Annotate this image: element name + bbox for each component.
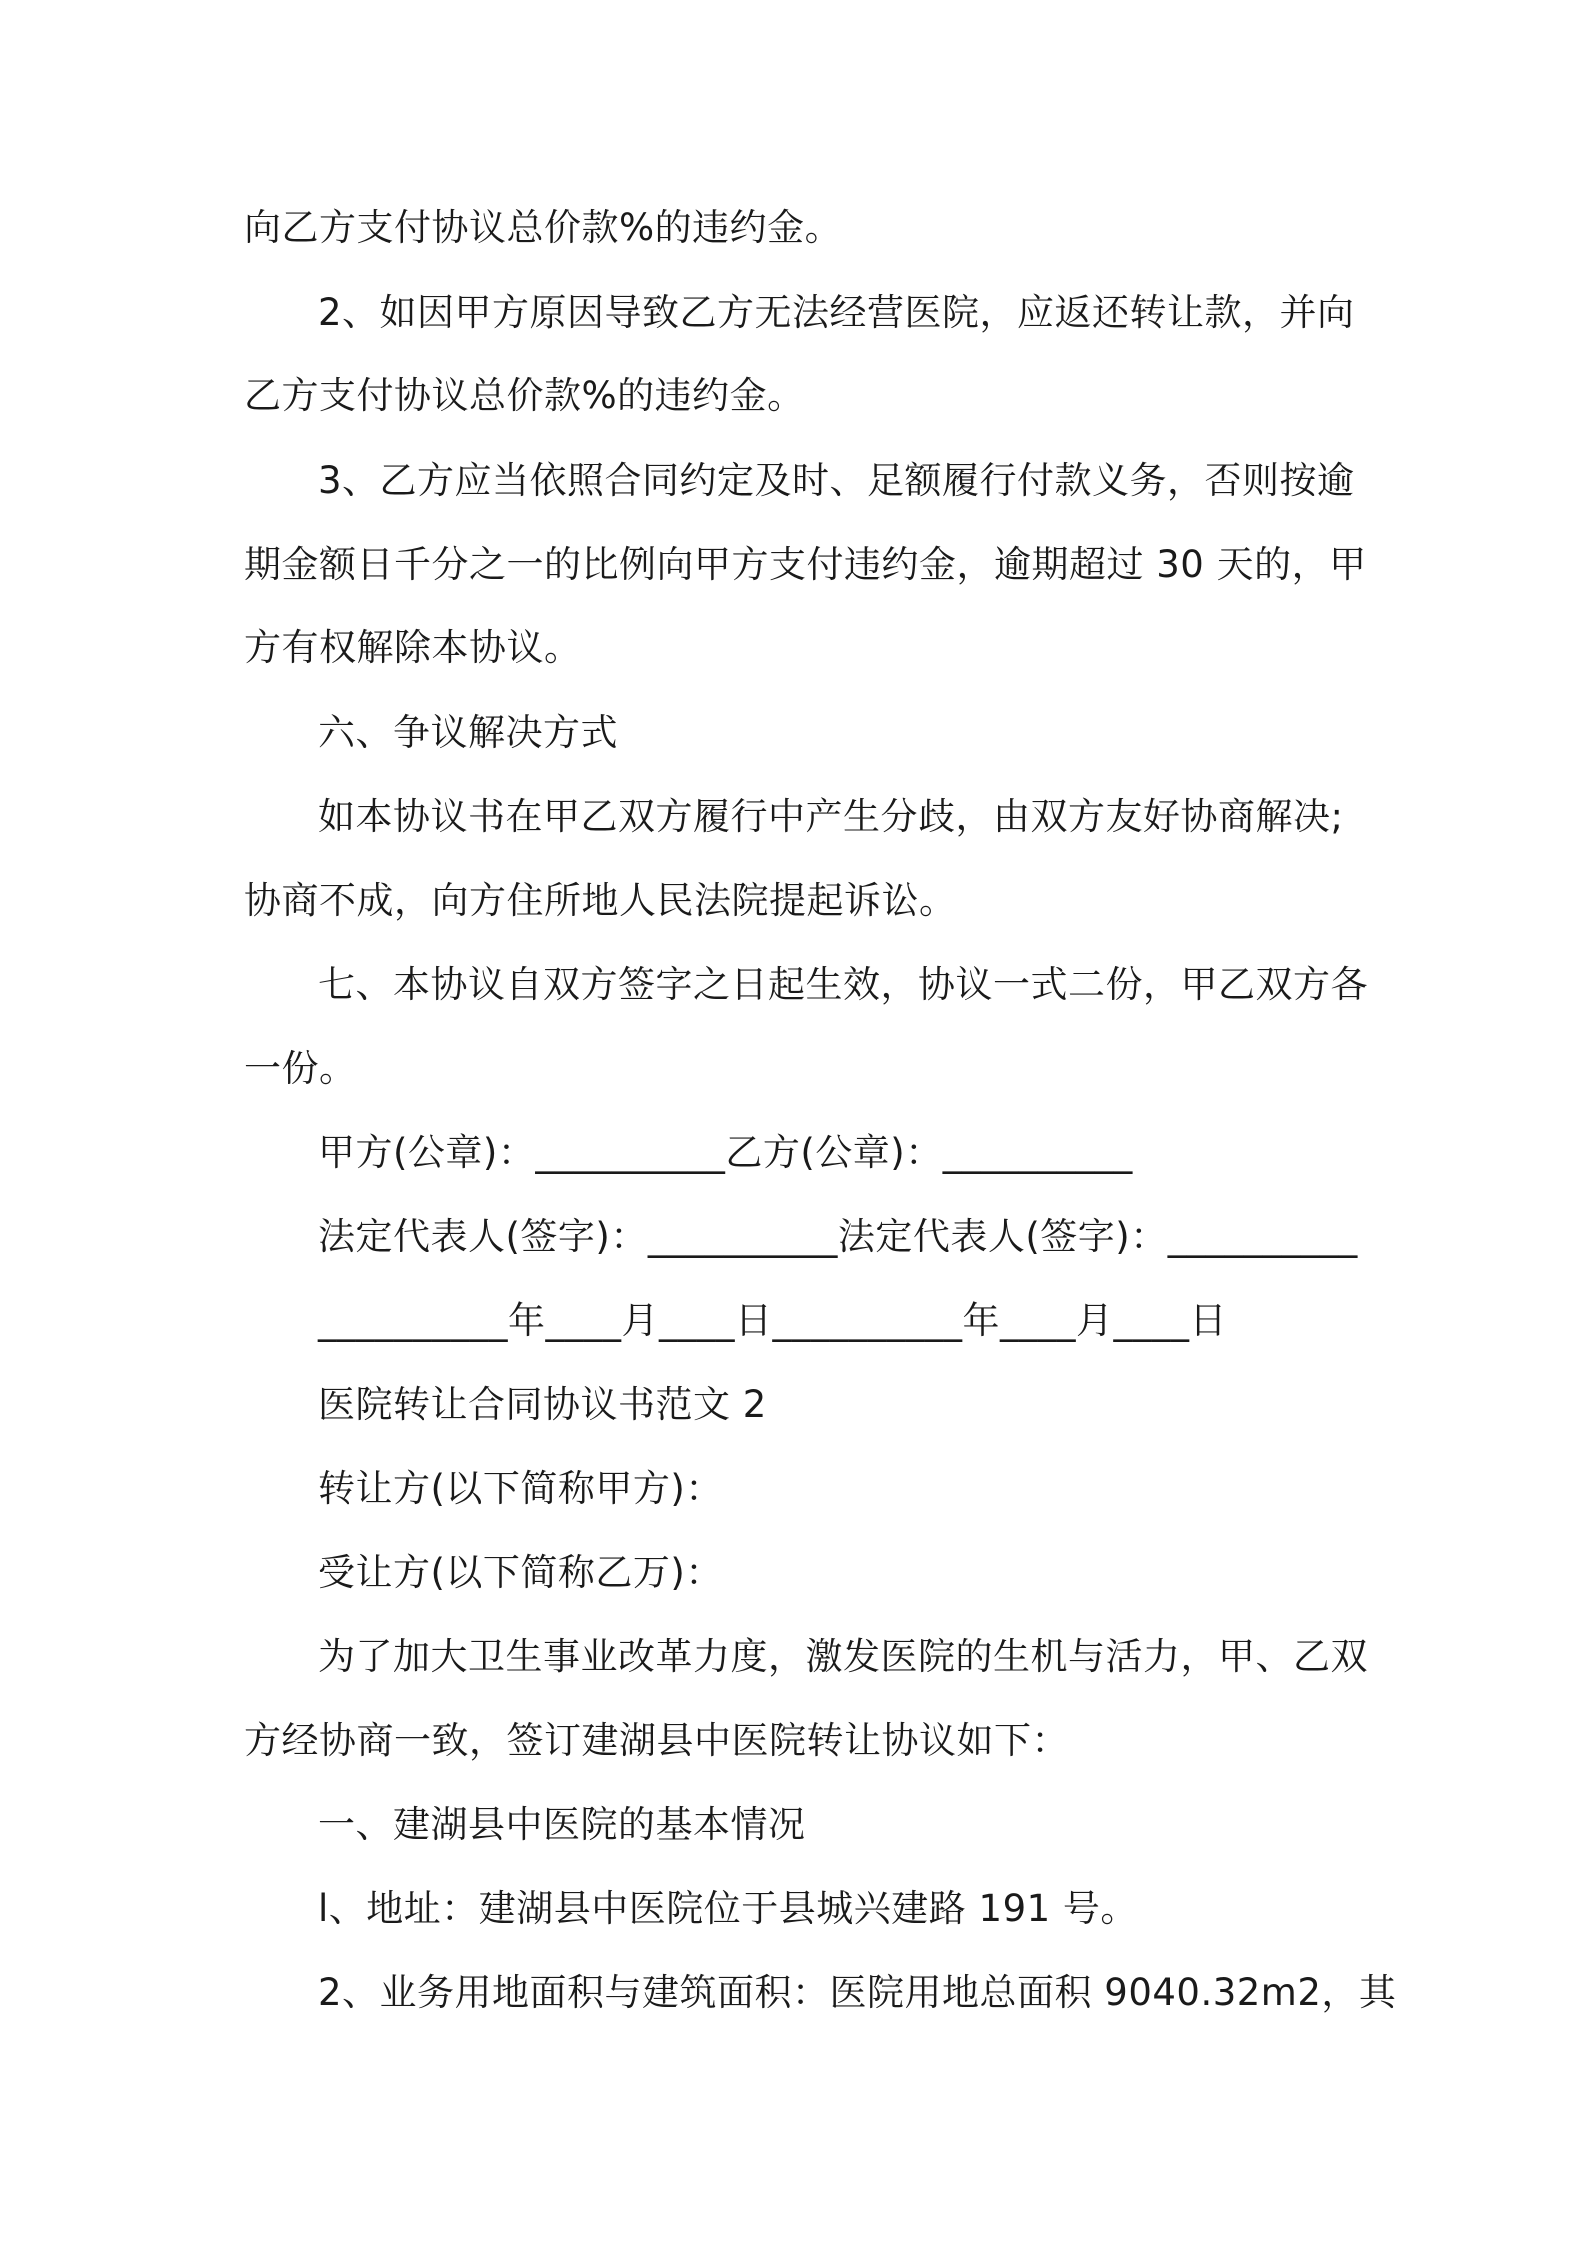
paragraph-line: 方经协商一致，签订建湖县中医院转让协议如下： — [244, 1719, 1069, 1762]
section-heading: 一、建湖县中医院的基本情况 — [318, 1803, 806, 1846]
paragraph-line: 期金额日千分之一的比例向甲方支付违约金，逾期超过 30 天的，甲 — [244, 543, 1367, 586]
paragraph-line: l、地址：建湖县中医院位于县城兴建路 191 号。 — [318, 1887, 1138, 1930]
section-heading: 六、争议解决方式 — [318, 711, 618, 754]
paragraph-line: 七、本协议自双方签字之日起生效，协议一式二份，甲乙双方各 — [318, 963, 1368, 1006]
paragraph-line: 向乙方支付协议总价款%的违约金。 — [244, 206, 843, 249]
paragraph-line: 2、如因甲方原因导致乙方无法经营医院，应返还转让款，并向 — [318, 291, 1355, 334]
paragraph-line: 为了加大卫生事业改革力度，激发医院的生机与活力，甲、乙双 — [318, 1635, 1368, 1678]
paragraph-line: 乙方支付协议总价款%的违约金。 — [244, 374, 805, 417]
paragraph-line: 如本协议书在甲乙双方履行中产生分歧，由双方友好协商解决; — [318, 795, 1344, 838]
paragraph-line: 3、乙方应当依照合同约定及时、足额履行付款义务，否则按逾 — [318, 459, 1355, 502]
signature-line: 法定代表人(签字)：__________法定代表人(签字)：__________ — [318, 1215, 1358, 1258]
document-title: 医院转让合同协议书范文 2 — [318, 1383, 767, 1426]
paragraph-line: 协商不成，向方住所地人民法院提起诉讼。 — [244, 879, 957, 922]
paragraph-line: 一份。 — [244, 1047, 357, 1090]
party-line: 转让方(以下简称甲方)： — [318, 1467, 723, 1510]
signature-line: 甲方(公章)：__________乙方(公章)：__________ — [318, 1131, 1133, 1174]
paragraph-line: 方有权解除本协议。 — [244, 626, 582, 669]
paragraph-line: 2、业务用地面积与建筑面积：医院用地总面积 9040.32m2，其 — [318, 1971, 1397, 2014]
date-line: __________年____月____日__________年____月____日 — [318, 1299, 1227, 1342]
party-line: 受让方(以下简称乙万)： — [318, 1551, 723, 1594]
